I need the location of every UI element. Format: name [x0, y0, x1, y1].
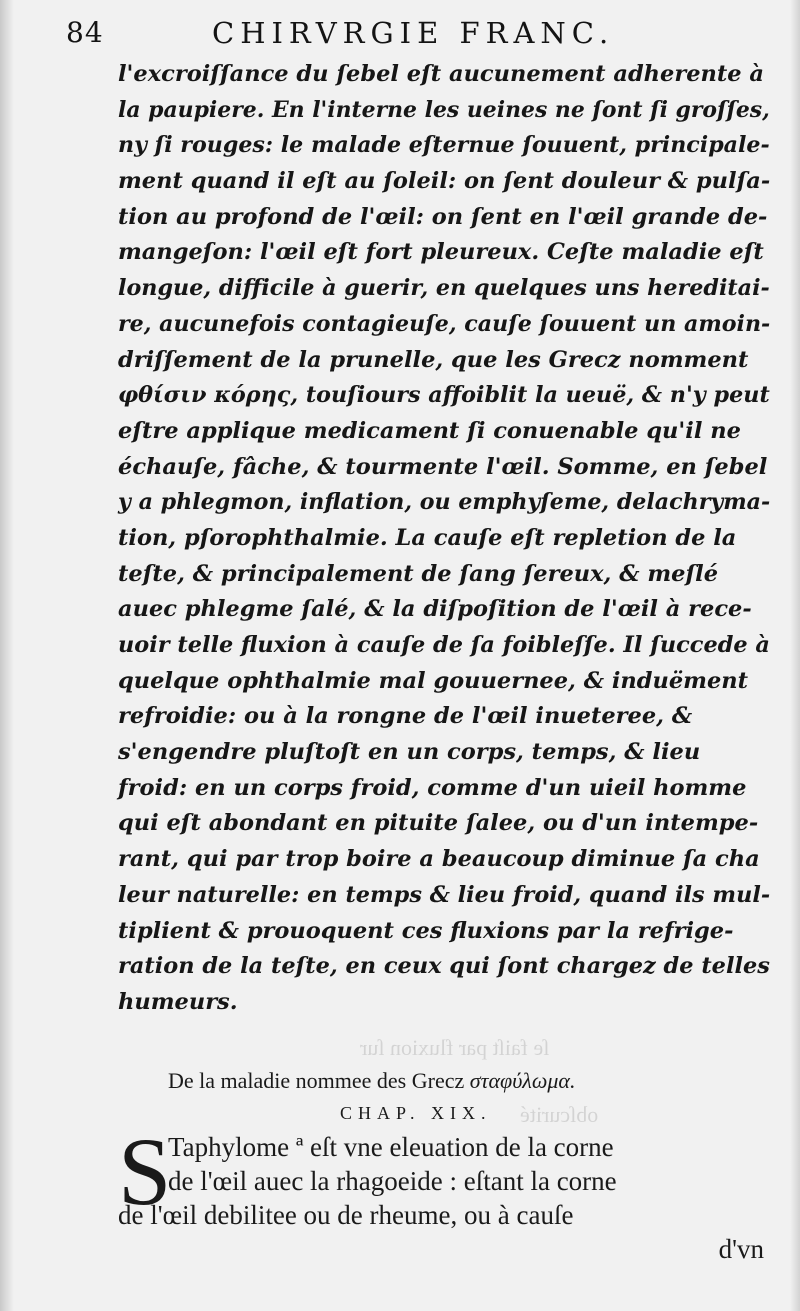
text-line	[118, 985, 770, 1021]
text-line-content: ny ſi rouges: le malade eſternue ſouuent, principale-	[118, 132, 770, 159]
gutter-shadow	[0, 0, 14, 1311]
text-line	[118, 735, 770, 771]
page-header	[0, 14, 800, 54]
text-line	[118, 628, 770, 664]
text-line-content: φθίσιν κόρης, touſiours affoiblit la ueuë, & n'y peut	[118, 382, 770, 409]
text-line-content: eſtre applique medicament ſi conuenable qu'il ne	[118, 417, 741, 444]
text-line	[118, 521, 770, 557]
text-line	[118, 164, 770, 200]
text-line	[118, 93, 770, 129]
text-line-content: humeurs.	[118, 988, 238, 1015]
text-line-content: tion, pſorophthalmie. La cauſe eſt repletion de la	[118, 524, 737, 551]
text-line	[118, 450, 770, 486]
text-line	[118, 128, 770, 164]
text-line	[118, 592, 770, 628]
chapter-number: CHAP. XIX.	[340, 1103, 492, 1123]
page-number: 84	[66, 16, 104, 49]
text-line-content: qui eſt abondant en pituite ſalee, ou d'un intempe-	[118, 810, 759, 837]
text-line-content: ment quand il eſt au ſoleil: on ſent douleur & pulſa-	[118, 168, 771, 195]
text-line	[118, 949, 770, 985]
text-line-content: s'engendre pluſtoſt en un corps, temps, & lieu	[118, 739, 701, 766]
body-line: d'vn	[718, 1234, 764, 1264]
body-line: de l'œil auec la rhagoeide : eſtant la corne	[168, 1166, 617, 1196]
text-line-content: driſſement de la prunelle, que les Grecz nomment	[118, 346, 749, 373]
body-text-block	[118, 1130, 764, 1266]
body-line: de l'œil debilitee ou de rheume, ou à cauſe	[118, 1200, 574, 1230]
text-line-content: mangeſon: l'œil eſt fort pleureux. Ceſte maladie eſt	[118, 239, 764, 266]
text-line-content: froid: en un corps froid, comme d'un uieil homme	[118, 774, 747, 801]
text-line-content: auec phlegme ſalé, & la diſpoſition de l'œil à rece-	[118, 596, 752, 623]
text-line-content: tion au profond de l'œil: on ſent en l'œil grande de-	[118, 203, 768, 230]
text-line	[118, 557, 770, 593]
drop-cap: S	[118, 1118, 172, 1225]
italic-text-block	[118, 57, 770, 1021]
text-line	[118, 771, 770, 807]
text-line	[118, 200, 770, 236]
text-line	[118, 57, 770, 93]
text-line-content: longue, difficile à guerir, en quelques uns hereditai-	[118, 275, 770, 302]
text-line-content: l'excroiſſance du ſebel eſt aucunement adherente à	[118, 61, 764, 87]
text-line	[118, 414, 770, 450]
text-line	[118, 842, 770, 878]
text-line	[118, 878, 770, 914]
text-line-content: quelque ophthalmie mal gouuernee, & induëment	[118, 667, 749, 694]
text-line	[118, 307, 770, 343]
text-line-content: teſte, & principalement de ſang ſereux, & meſlé	[118, 560, 719, 587]
text-line-content: tiplient & prouoquent ces fluxions par la refrige-	[118, 917, 734, 944]
text-line-content: y a phlegmon, inflation, ou emphyſeme, delachryma-	[118, 489, 771, 516]
text-line-content: ration de la teſte, en ceux qui ſont chargez de telles	[118, 953, 770, 980]
text-line-content: re, aucunefois contagieuſe, cauſe ſouuent un amoin-	[118, 310, 771, 337]
text-line	[118, 235, 770, 271]
text-line	[118, 664, 770, 700]
text-line-content: refroidie: ou à la rongne de l'œil inueteree, &	[118, 703, 693, 730]
text-line-content: échauſe, fâche, & tourmente l'œil. Somme, en ſebel	[118, 453, 768, 480]
text-line	[118, 485, 770, 521]
text-line-content: la paupiere. En l'interne les ueines ne ſont ſi groſſes,	[118, 96, 770, 123]
text-line-content: leur naturelle: en temps & lieu froid, quand ils mul-	[118, 881, 771, 908]
text-line-content: uoir telle fluxion à cauſe de ſa foibleſſe. Il ſuccede à	[118, 632, 770, 658]
text-line	[118, 806, 770, 842]
page-edge	[790, 0, 800, 1311]
text-line	[118, 271, 770, 307]
text-line	[118, 699, 770, 735]
text-line	[118, 343, 770, 379]
running-head: CHIRVRGIE FRANC.	[212, 16, 615, 50]
bleed-through-text: obſcurité	[520, 1102, 599, 1127]
text-line-content: rant, qui par trop boire a beaucoup diminue ſa cha	[118, 846, 760, 873]
text-line	[118, 378, 770, 414]
bleed-through-text: ſe faiſt par fluxion ſur	[360, 1035, 550, 1060]
chapter-title	[168, 1068, 575, 1094]
text-line	[118, 914, 770, 950]
body-line: Taphylome ª eſt vne eleuation de la corne	[168, 1132, 614, 1162]
chapter-title-greek: σταφύλωμα.	[469, 1068, 576, 1093]
chapter-title-text: De la maladie nommee des Grecz	[168, 1068, 465, 1093]
